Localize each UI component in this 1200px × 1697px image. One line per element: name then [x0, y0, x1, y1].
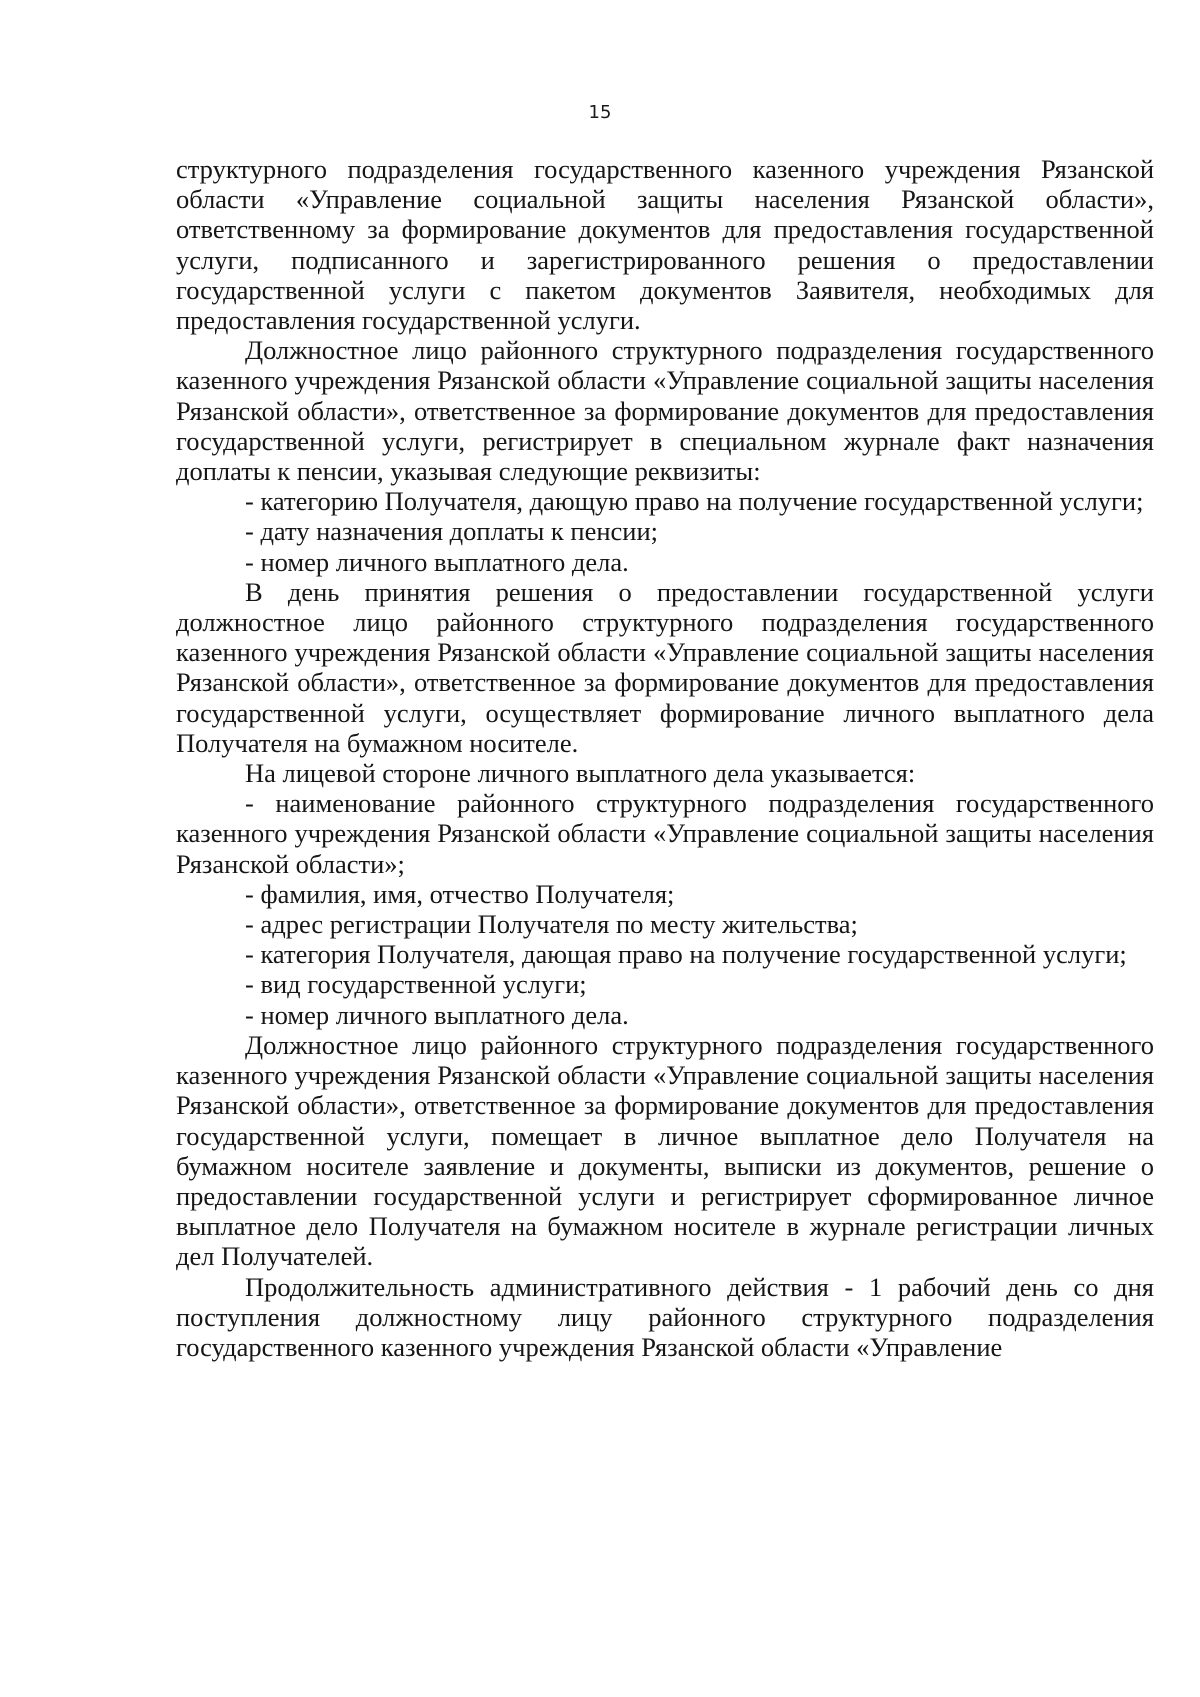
- list-item-address: - адрес регистрации Получателя по месту жительства;: [245, 909, 858, 940]
- list-item-case-number: - номер личного выплатного дела.: [245, 546, 629, 577]
- paragraph-case-formation: В день принятия решения о предоставлении государственной услуги должностное лицо районного структурного подразделения государственного казенного учреждения Рязанской области «Управление социальной защиты населения Рязанской области», ответственное за формирование документов для предоставления государственной услуги, осуществляет формирование личного выплатного дела Получателя на бумажном носителе.: [176, 576, 1154, 758]
- paragraph-duration: Продолжительность административного действия - 1 рабочий день со дня поступления должностному лицу районного структурного подразделения государственного казенного учреждения Рязанской области «Управление: [176, 1271, 1154, 1362]
- list-item-recipient-category: - категория Получателя, дающая право на получение государственной услуги;: [245, 939, 1127, 970]
- list-item-date: - дату назначения доплаты к пенсии;: [245, 516, 659, 547]
- list-item-service-type: - вид государственной услуги;: [245, 969, 587, 1000]
- page-number: 15: [588, 102, 612, 123]
- body-text: [176, 154, 1154, 1362]
- list-item-case-number-cover: - номер личного выплатного дела.: [245, 999, 629, 1030]
- paragraph-case-filing: Должностное лицо районного структурного подразделения государственного казенного учреждения Рязанской области «Управление социальной защиты населения Рязанской области», ответственное за формирование документов для предоставления государственной услуги, помещает в личное выплатное дело Получателя на бумажном носителе заявление и документы, выписки из документов, решение о предоставлении государственной услуги и регистрирует сформированное личное выплатное дело Получателя на бумажном носителе в журнале регистрации личных дел Получателей.: [176, 1029, 1154, 1272]
- paragraph-continuation: структурного подразделения государственного казенного учреждения Рязанской области «Управление социальной защиты населения Рязанской области», ответственному за формирование документов для предоставления государственной услуги, подписанного и зарегистрированного решения о предоставлении государственной услуги с пакетом документов Заявителя, необходимых для предоставления государственной услуги.: [176, 154, 1154, 336]
- paragraph-cover-intro: На лицевой стороне личного выплатного дела указывается:: [245, 758, 916, 789]
- list-item-department-name: - наименование районного структурного подразделения государственного казенного учреждения Рязанской области «Управление социальной защиты населения Рязанской области»;: [176, 788, 1154, 879]
- paragraph-journal-registration: Должностное лицо районного структурного подразделения государственного казенного учреждения Рязанской области «Управление социальной защиты населения Рязанской области», ответственное за формирование документов для предоставления государственной услуги, регистрирует в специальном журнале факт назначения доплаты к пенсии, указывая следующие реквизиты:: [176, 335, 1154, 487]
- list-item-category: - категорию Получателя, дающую право на получение государственной услуги;: [245, 486, 1144, 517]
- list-item-full-name: - фамилия, имя, отчество Получателя;: [245, 878, 675, 909]
